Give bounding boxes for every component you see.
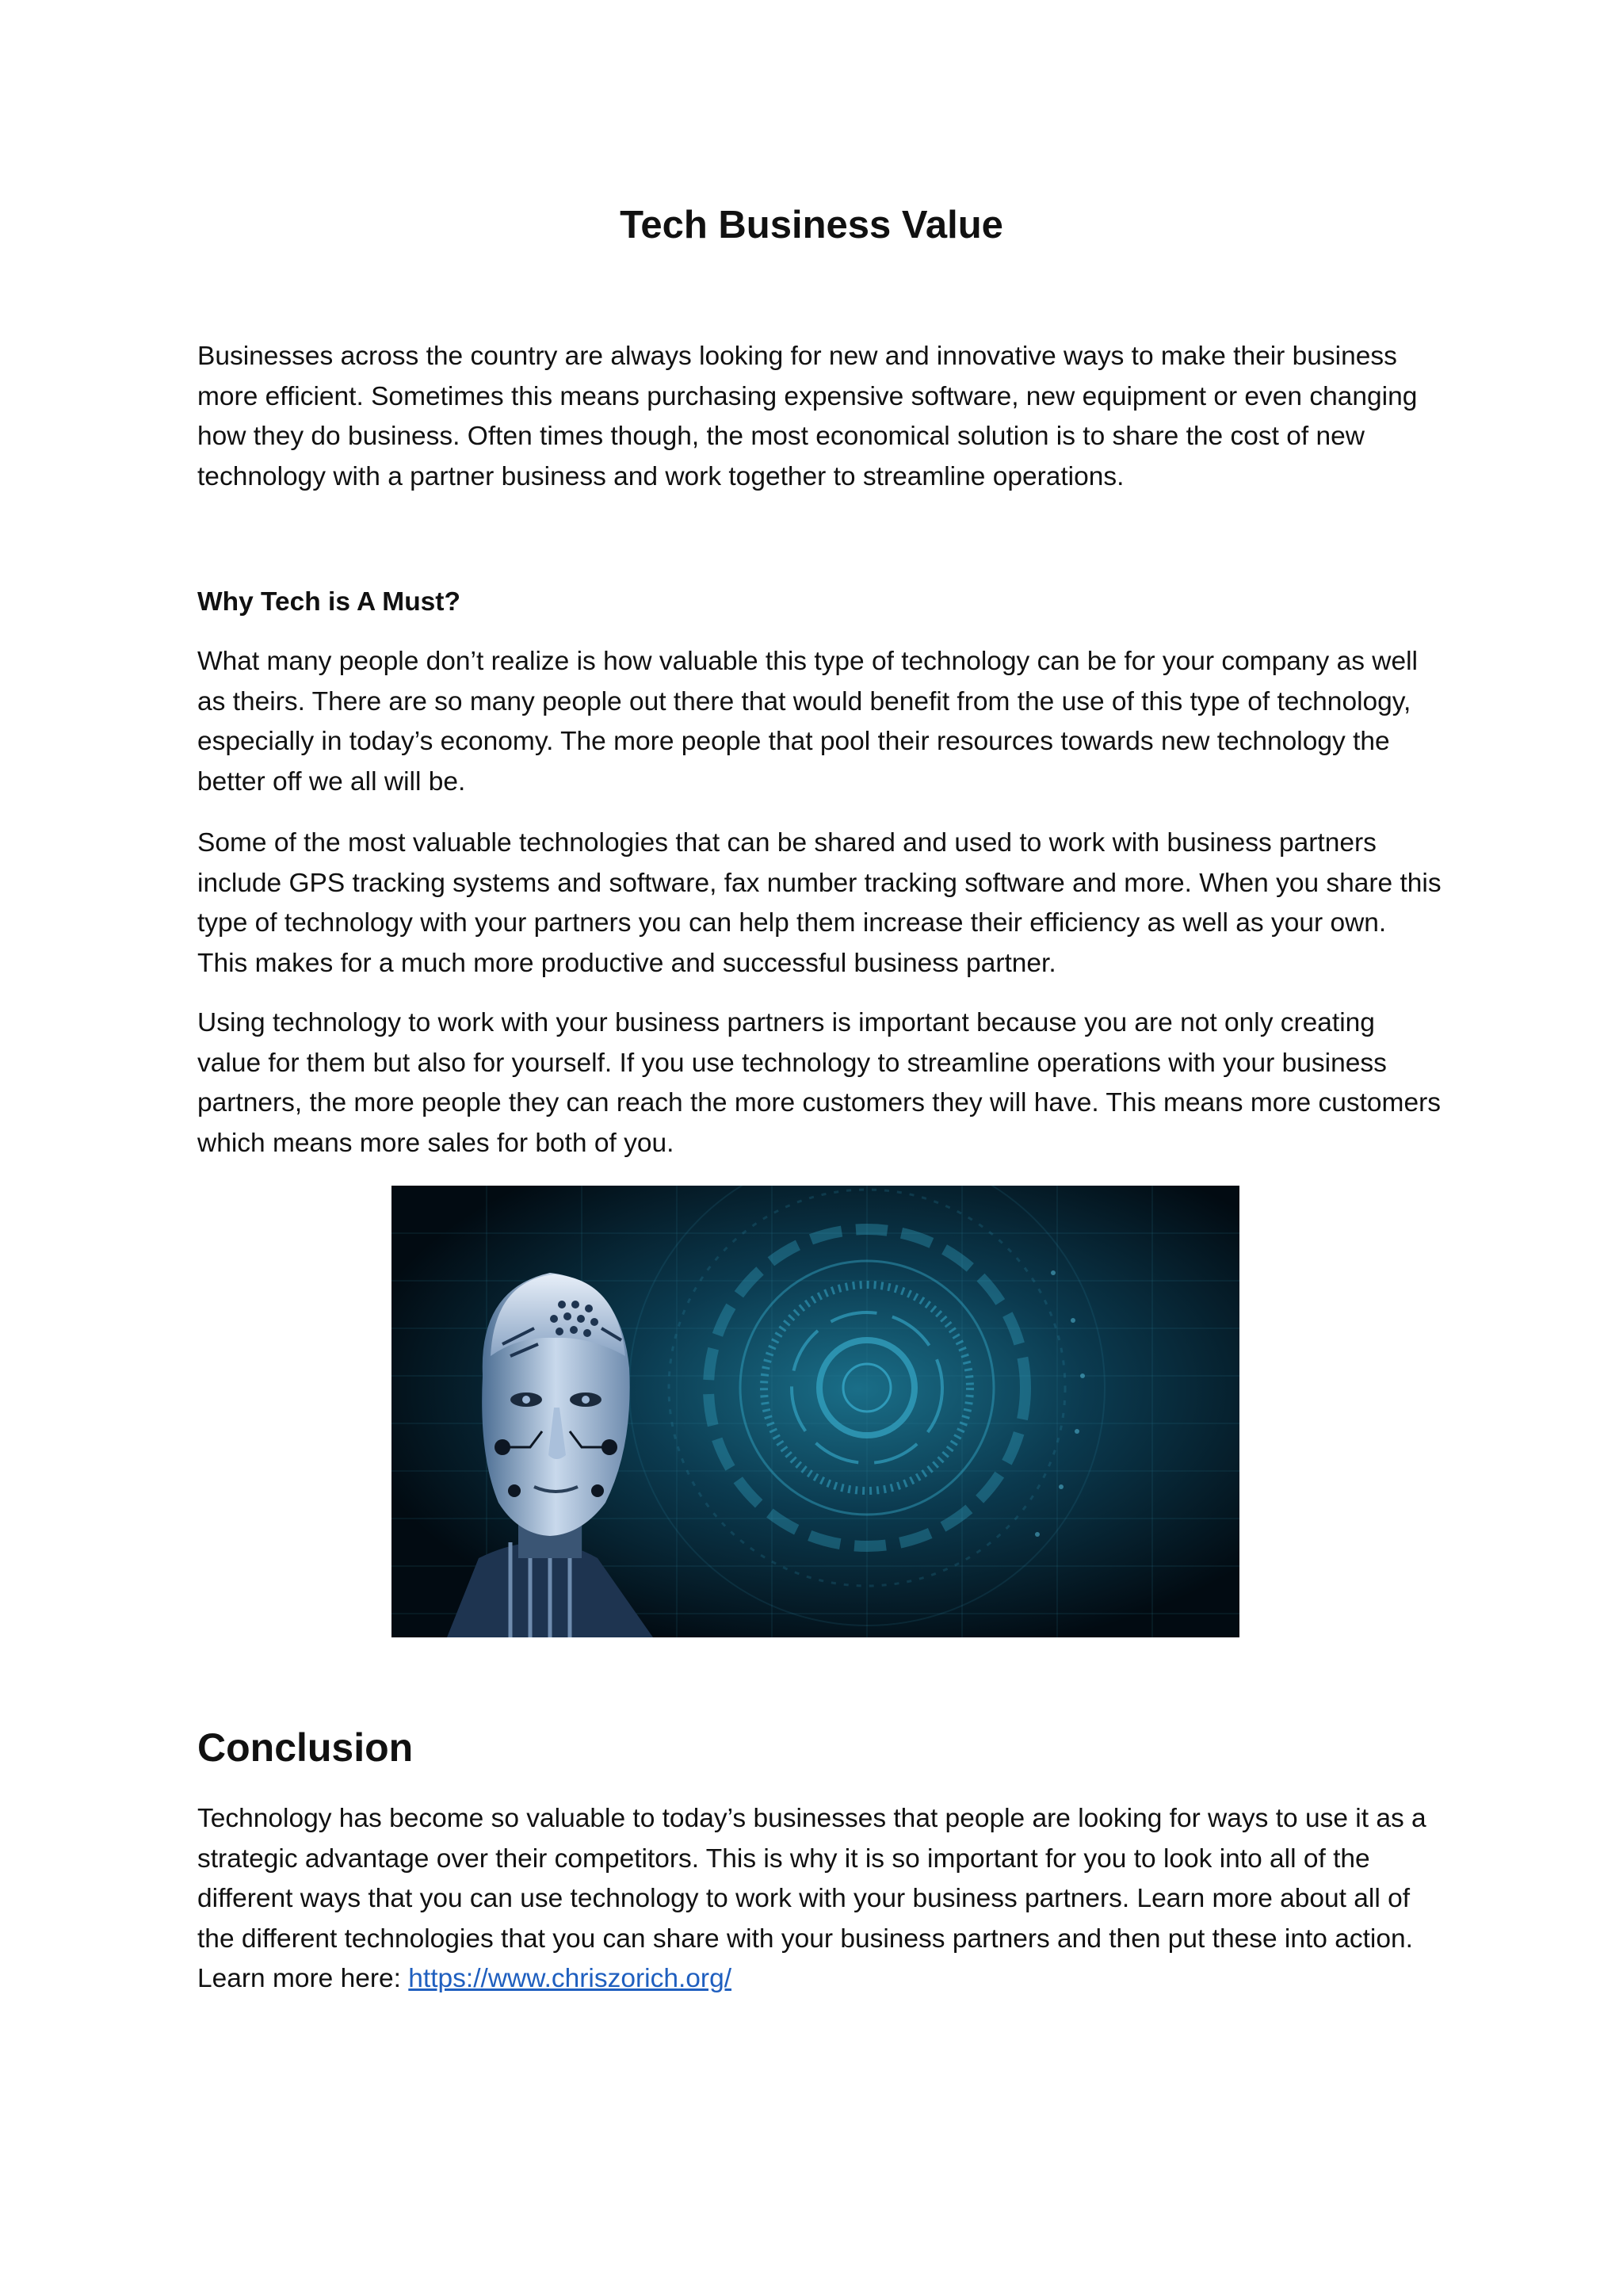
why-paragraph-2: Some of the most valuable technologies that can be shared and used to work with business partners include GPS tracking systems and software, fax number tracking software and more. When you share this type of technology with your partners you can help them increase their efficiency as well as your own. This makes for a much more productive and successful business partner. <box>197 828 1442 978</box>
intro-paragraph: Businesses across the country are always looking for new and innovative ways to make their business more efficient. Sometimes this means purchasing expensive software, new equipment or even changing how they do business. Often times though, the most economical solution is to share the cost of new technology with a partner business and work together to streamline operations. <box>197 342 1418 491</box>
why-paragraph-3: Using technology to work with your business partners is important because you are not only creating value for them but also for yourself. If you use technology to streamline operations with your business partners, the more people they can reach the more customers they will have. This means more customers which means more sales for both of you. <box>197 1008 1442 1158</box>
why-paragraph-1: What many people don’t realize is how valuable this type of technology can be for your company as well as theirs. There are so many people out there that would benefit from the use of this type of technology, especially in today’s economy. The more people that pool their resources towards new technology the better off we all will be. <box>197 647 1418 797</box>
robot-tech-image <box>391 1186 1239 1637</box>
conclusion-text: Technology has become so valuable to today’s businesses that people are looking for ways to use it as a strategic advantage over their competitors. This is why it is so important for you to look into all of the different ways that you can use technology to work with your business partners. Learn more about all of the different technologies that you can share with your business partners and then put these into action. Learn more here: <box>197 1804 1426 1993</box>
robot-tech-illustration <box>391 1186 1239 1637</box>
conclusion-paragraph <box>197 1799 1442 2000</box>
chriszorich-link[interactable]: https://www.chriszorich.org/ <box>408 1964 732 1993</box>
why-section-heading: Why Tech is A Must? <box>197 587 460 617</box>
document-title: Tech Business Value <box>620 204 1003 246</box>
conclusion-heading: Conclusion <box>197 1725 414 1770</box>
